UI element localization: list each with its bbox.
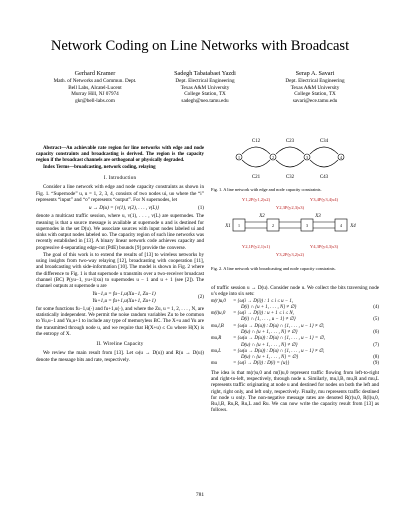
figure-1-caption: Fig. 1. A line network with edge and node capacity constraints. — [211, 187, 322, 192]
section-heading: I. Introduction — [103, 175, 137, 181]
edge-label: C12 — [251, 139, 261, 144]
author-affil: College Station, TX — [184, 91, 226, 98]
eq-rhs: = {ω(u → D(u)) : D(u) ∩ {1, . . . , u − 1} ≠ ∅, — [233, 348, 325, 354]
author-name: Serap A. Savari — [295, 70, 335, 77]
equation-body: Yu+1,u = fu+1,u(Xu+1, Zu+1) — [92, 297, 156, 304]
paragraph: of traffic session u → D(u). Consider node u. We collect the bits traversing node u’s edge into six sets: — [211, 285, 379, 298]
equation-number: (5) — [373, 317, 379, 323]
eq-rhs: D(u) ∩ {u + 1, . . . , N} = ∅} — [241, 355, 299, 361]
paragraph: The goal of this work is to extend the results of [13] to wireless networks by using insights from two-way relaying [12], broadcasting with cooperation [11], and broadcasting with side-information [10]. The model is shown in Fig. 2 where the difference to Fig. 1 is that supernode u transmits over a two-receiver broadcast channel (BC) P(yu−1, yu+1|xu) to supernodes u − 1 and u + 1 (see [2]). The channel outputs at supernode u are — [36, 251, 204, 289]
author-affil: Bell Labs, Alcatel-Lucent — [68, 84, 122, 91]
node-label: 2 — [272, 155, 274, 160]
channel-label: Y4,3P(y4,3|x3) — [309, 244, 339, 249]
node-label: 3 — [306, 155, 308, 160]
edge-label: C23 — [285, 139, 295, 144]
author-affil: Dept. Electrical Engineering — [175, 78, 235, 84]
edge-label: C34 — [319, 139, 329, 144]
eq-rhs: D(i) ∩ {1, . . . , u − 1} ≠ ∅} — [241, 317, 296, 323]
figure-1-diagram — [211, 132, 379, 182]
paper-title: Network Coding on Line Networks with Broadcast — [50, 38, 350, 54]
author-3 — [260, 70, 370, 104]
eq-lhs: m(r)u,0 — [211, 298, 226, 304]
edge-label: C43 — [319, 175, 329, 180]
equation-row — [211, 361, 379, 367]
input-label: X1 — [225, 224, 231, 229]
paragraph: for some functions fu−1,u(·) and fu+1,u(·), and where the Zu, u = 1, 2, . . . , N, are statistically independent. We permit the noise random variables Zu to be common to Yu,u−1 and Yu,u+1 to include any type of memoryless BC. The X+u and Yu are the transmitted through node u, and we require that H(X+u) ≤ Cu where H(X) is the entropy of X. — [36, 305, 204, 337]
equation-body: u → D(u) = {v(1), v(2), . . . , v(L)} — [89, 205, 160, 211]
eq-lhs: mu,R — [211, 336, 222, 342]
node-label: 3 — [306, 223, 308, 228]
eq-lhs: mu,l,B — [211, 323, 224, 329]
figure-2-caption: Fig. 2. A line network with broadcasting and node capacity constraints. — [211, 266, 336, 271]
abstract-text: Abstract—An achievable rate region for line networks with edge and node capacity constraints and broadcasting is derived. The region is the capacity region if the broadcast channels are orthogonal or physically degraded. — [36, 146, 204, 163]
equation-number: (9) — [373, 361, 379, 367]
author-name: Sadegh Tabatabaei Yazdi — [174, 70, 236, 77]
edge-label: C21 — [251, 175, 261, 180]
author-name: Gerhard Kramer — [74, 70, 116, 77]
node-label: 4 — [340, 223, 342, 228]
author-affil: Dept. Electrical Engineering — [285, 78, 345, 84]
eq-rhs: D(u) ∩ {u + 1, . . . , N} ≠ ∅} — [241, 342, 298, 348]
eq-rhs: = {ω(i → D(i)) : D(i) = {u}} — [233, 361, 290, 367]
channel-label: Y2,1P(y2,1|x1) — [241, 244, 271, 249]
right-column — [211, 285, 379, 415]
author-email: gkr@bell-labs.com — [75, 97, 115, 104]
figure-1 — [211, 132, 379, 192]
figure-2-diagram — [211, 193, 379, 261]
eq-lhs: mu — [211, 361, 217, 367]
paragraph: The idea is that m(r)u,0 and m(l)u,0 represent traffic flowing from left-to-right and right-to-left, respectively, through node u. Similarly, mu,l,B, mu,R and mu,L represents traffic originating at node u and destined for nodes on both the left and right, right only, and left only, respectively. Finally, mu represents traffic destined for node u only. The non-negative message rates are denoted R(r)u,0, R(l)u,0, Ru,l,B, Ru,R, Ru,L and Ru. We can now write the capacity result from [13] as follows. — [211, 369, 379, 414]
input-label: X3 — [315, 214, 321, 219]
equation-set — [211, 299, 379, 368]
node-label: 2 — [272, 223, 274, 228]
equation-number: (1) — [198, 205, 204, 211]
equation-number: (7) — [373, 342, 379, 348]
eq-rhs: = {ω(i → D(i)) : u + 1 ≤ i ≤ N, — [233, 311, 294, 317]
page-number: 781 — [195, 492, 205, 498]
author-2 — [150, 70, 260, 104]
eq-lhs: mu,L — [211, 348, 221, 354]
input-label: X2 — [259, 214, 265, 219]
author-1 — [40, 70, 150, 104]
equation-body: Yu−1,u = fu−1,u(Xu−1, Zu−1) — [92, 291, 156, 298]
edge-label: C32 — [285, 175, 295, 180]
paragraph: denote a multicast traffic session, where u, v(1), . . . , v(L) are supernodes. The meaning is that a source message is available at supernode u and is destined for supernodes in the set D(u). We associate sources with input nodes labeled ui and sinks with output nodes labeled uo. The capacity region of such line networks was recently established in [13]. A binary linear network code achieves capacity and progressive d-separating edge-cut (PdE) bounds [9] provide the converse. — [36, 213, 204, 251]
eq-rhs: = {ω(u → D(u)) : D(u) ∩ {1, . . . , u − 1} ≠ ∅, — [233, 323, 325, 329]
section-heading: II. Wireline Capacity — [96, 341, 144, 347]
equation-number: (2) — [198, 294, 204, 301]
author-block — [40, 70, 370, 104]
author-affil: Texas A&M University — [290, 84, 340, 91]
author-affil: College Station, TX — [294, 91, 336, 98]
equation-number: (8) — [373, 355, 379, 361]
node-label: 1 — [238, 223, 240, 228]
equation-1 — [36, 205, 204, 211]
node-label: 1 — [238, 155, 240, 160]
author-affil: Math. of Networks and Commun. Dept. — [53, 78, 137, 84]
abstract — [36, 146, 204, 171]
paragraph: We review the main result from [13]. Let ω(u → D(u)) and R(u → D(u)) denote the message bits and rate, respectively. — [36, 350, 204, 363]
eq-lhs: m(l)u,0 — [211, 311, 226, 317]
eq-rhs: = {ω(i → D(i)) : 1 ≤ i ≤ u − 1, — [233, 298, 294, 304]
equation-number: (4) — [373, 304, 379, 310]
eq-rhs: = {ω(u → D(u)) : D(u) ∩ {1, . . . , u − 1} = ∅, — [233, 336, 325, 342]
eq-rhs: D(u) ∩ {u + 1, . . . , N} ≠ ∅} — [241, 329, 298, 335]
equation-number: (6) — [373, 329, 379, 335]
author-affil: Murray Hill, NJ 07974 — [71, 91, 119, 98]
channel-label: Y3,4P(y3,4|x4) — [309, 197, 339, 202]
index-terms: Index Terms—broadcasting, network coding, relaying — [43, 165, 156, 170]
input-label: X4 — [350, 224, 356, 229]
left-column — [36, 146, 204, 364]
eq-rhs: D(i) ∩ {u + 1, . . . , N} ≠ ∅} — [241, 304, 297, 310]
channel-label: Y3,2P(y3,2|x2) — [275, 252, 305, 257]
node-label: 4 — [340, 155, 342, 160]
author-email: savari@ece.tamu.edu — [292, 97, 338, 104]
equation-2 — [36, 291, 204, 304]
channel-label: Y1,2P(y1,2|x2) — [241, 197, 271, 202]
figure-2 — [211, 193, 379, 271]
paragraph: Consider a line network with edge and node capacity constraints as shown in Fig. 1. “Supernode” u, u = 1, 2, 3, 4, consists of two nodes ui, uo where the “i” represents “input” and “o” represents “output”. For N supernodes, let — [36, 184, 204, 203]
channel-label: Y2,3P(y2,3|x3) — [275, 205, 305, 210]
author-affil: Texas A&M University — [180, 84, 230, 91]
author-email: sadegh@neo.tamu.edu — [181, 97, 229, 104]
